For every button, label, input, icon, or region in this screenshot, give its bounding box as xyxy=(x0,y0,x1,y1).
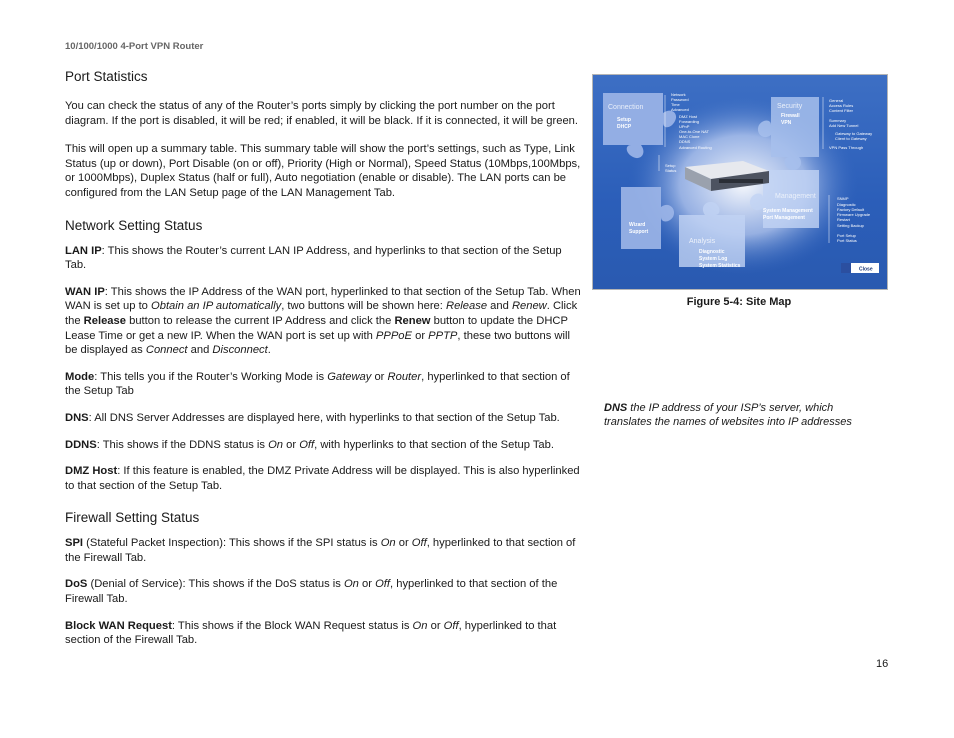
firewall-item-general: General xyxy=(829,98,844,103)
bwr-t3: , hyperlinked to that section of the Firewall Tab. xyxy=(65,619,557,647)
wan-ip-t1: : This shows the IP Address of the WAN port, hyperlinked to that section of the Setup Tab. When WAN is set up to xyxy=(65,285,581,313)
dns-text: : All DNS Server Addresses are displayed here, with hyperlinks to that section of the Setup Tab. xyxy=(88,411,560,424)
term-mode: Mode xyxy=(65,370,95,383)
term-lan-ip: LAN IP xyxy=(65,244,102,257)
wan-ip-t4: . Click the xyxy=(65,300,578,327)
vpn-item-g2g: Gateway to Gateway xyxy=(835,131,873,136)
sysmgmt-item-backup: Setting Backup xyxy=(837,223,864,228)
setup-item-one-to-one: One-to-One NAT xyxy=(679,129,709,134)
analysis-item-syslog: System Log xyxy=(699,256,728,262)
term-wan-ip: WAN IP xyxy=(65,285,105,298)
sysmgmt-item-firmware: Firmware Upgrade xyxy=(837,212,871,217)
term-dos: DoS xyxy=(65,578,88,591)
setup-item-time: Time xyxy=(671,102,680,107)
mode-i1: Gateway xyxy=(327,370,372,383)
sysmgmt-item-snmp: SNMP xyxy=(837,196,849,201)
sidebar-text: the IP address of your ISP’s server, which translates the names of websites into IP addresses xyxy=(604,402,852,428)
spi-t2: or xyxy=(395,537,412,550)
dos-i1: On xyxy=(343,578,359,591)
setup-item-adv-routing: Advanced Routing xyxy=(679,145,712,150)
wan-ip-i3: Renew xyxy=(511,300,547,313)
site-map-diagram xyxy=(593,75,887,289)
wan-ip-t3: and xyxy=(487,300,512,313)
ddns-t1: : This shows if the DDNS status is xyxy=(96,438,269,451)
dmz-text: : If this feature is enabled, the DMZ Private Address will be displayed. This is also hyperlinked to that section of the Setup Tab. xyxy=(65,465,580,492)
setup-item-forwarding: Forwarding xyxy=(679,119,700,124)
management-title: Management xyxy=(775,193,816,200)
wan-ip-i4: PPPoE xyxy=(375,329,412,342)
term-dns: DNS xyxy=(65,411,89,424)
ddns-t2: or xyxy=(283,438,300,451)
analysis-item-stats: System Statistics xyxy=(699,263,741,269)
firewall-item-content: Content Filter xyxy=(829,108,854,113)
linksys-logo-icon xyxy=(841,263,851,273)
sysmgmt-item-restart: Restart xyxy=(837,217,850,222)
bwr-i1: On xyxy=(412,619,428,632)
spi-para xyxy=(65,536,585,565)
dos-para xyxy=(65,577,585,606)
wizard-item-wizard: Wizard xyxy=(629,222,646,228)
setup-item-network: Network xyxy=(671,92,686,97)
mode-para xyxy=(65,370,585,399)
wan-ip-i1: Obtain an IP automatically xyxy=(151,300,282,313)
port-stats-para-1: You can check the status of any of the Router’s ports simply by clicking the port number on the port diagram. If the port is disabled, it will be red; if enabled, it will be black. If it is connected, it will be green. xyxy=(65,100,579,127)
dmz-para xyxy=(65,464,585,493)
site-map-figure xyxy=(592,74,888,290)
dos-t1: (Denial of Service): This shows if the DoS status is xyxy=(87,578,344,591)
portmgmt-item-status: Port Status xyxy=(837,238,857,243)
security-title: Security xyxy=(777,103,803,110)
connection-item-setup: Setup xyxy=(617,117,631,123)
wizard-item-support: Support xyxy=(629,229,649,235)
vpn-item-add-tunnel: Add New Tunnel xyxy=(829,123,859,128)
spi-t3: , hyperlinked to that section of the Firewall Tab. xyxy=(65,537,576,564)
vpn-item-summary: Summary xyxy=(829,118,847,123)
wan-ip-b1: Release xyxy=(83,314,126,327)
bwr-t2: or xyxy=(427,619,444,632)
wan-ip-b2: Renew xyxy=(394,314,431,327)
wan-ip-t9: and xyxy=(187,344,213,357)
bwr-i2: Off xyxy=(443,619,459,632)
management-item-system: System Management xyxy=(763,208,813,214)
ddns-i1: On xyxy=(268,438,284,451)
spi-t1: (Stateful Packet Inspection): This shows if the SPI status is xyxy=(83,537,381,550)
wan-ip-para xyxy=(65,285,585,358)
page-number: 16 xyxy=(876,658,889,670)
sidebar-note xyxy=(604,401,864,429)
figure-caption: Figure 5-4: Site Map xyxy=(686,296,792,308)
term-block-wan-request: Block WAN Request xyxy=(65,619,172,632)
setup-item-password: Password xyxy=(671,97,689,102)
wan-ip-t10: . xyxy=(267,344,271,357)
ddns-i2: Off xyxy=(299,438,315,451)
management-item-port: Port Management xyxy=(763,215,805,221)
spi-i2: Off xyxy=(411,537,427,550)
block-wan-para xyxy=(65,619,585,648)
connection-title: Connection xyxy=(608,104,644,111)
vpn-item-passthrough: VPN Pass Through xyxy=(829,145,864,150)
portmgmt-item-setup: Port Setup xyxy=(837,233,856,238)
wan-ip-t7: or xyxy=(412,329,429,342)
security-item-firewall: Firewall xyxy=(781,113,800,119)
sysmgmt-item-diagnostic: Diagnostic xyxy=(837,202,856,207)
spi-i1: On xyxy=(380,537,396,550)
analysis-title: Analysis xyxy=(689,238,716,245)
mode-t3: , hyperlinked to that section of the Setup Tab xyxy=(65,370,570,398)
term-spi: SPI xyxy=(65,537,84,550)
wan-ip-i2: Release xyxy=(446,300,488,313)
security-item-vpn: VPN xyxy=(781,120,792,126)
running-header: 10/100/1000 4-Port VPN Router xyxy=(65,41,204,52)
ddns-t3: , with hyperlinks to that section of the Setup Tab. xyxy=(314,438,554,451)
sysmgmt-item-factory: Factory Default xyxy=(837,207,865,212)
mode-t2: or xyxy=(371,370,388,383)
wan-ip-i5: PPTP xyxy=(428,329,458,342)
wan-ip-i7: Disconnect xyxy=(212,344,268,357)
wan-ip-i6: Connect xyxy=(145,344,188,357)
setup-item-dmz: DMZ Host xyxy=(679,114,697,119)
mode-i2: Router xyxy=(387,370,422,383)
dos-t3: , hyperlinked to that section of the Firewall Tab. xyxy=(65,578,558,606)
dhcp-item-setup: Setup xyxy=(665,163,676,168)
wan-ip-t5: button to release the current IP Address and click the xyxy=(125,314,395,327)
setup-item-mac-clone: MAC Clone xyxy=(679,134,700,139)
analysis-item-diagnostic: Diagnostic xyxy=(699,249,725,255)
heading-firewall-setting: Firewall Setting Status xyxy=(65,510,200,526)
heading-port-statistics: Port Statistics xyxy=(65,69,148,84)
dos-t2: or xyxy=(358,578,376,591)
dos-i2: Off xyxy=(375,578,390,591)
dns-para xyxy=(65,411,585,426)
ddns-para xyxy=(65,438,585,453)
heading-network-setting: Network Setting Status xyxy=(65,217,203,233)
wan-ip-t2: , two buttons will be shown here: xyxy=(281,300,446,313)
wan-ip-t8: , these two buttons will be displayed as xyxy=(65,329,570,357)
setup-item-upnp: UPnP xyxy=(679,124,690,129)
bwr-t1: : This shows if the Block WAN Request status is xyxy=(171,619,413,632)
sidebar-term-dns: DNS xyxy=(604,402,628,414)
lan-ip-text: : This shows the Router’s current LAN IP Address, and hyperlinks to that section of the Setup Tab. xyxy=(65,244,562,272)
term-ddns: DDNS xyxy=(65,438,97,451)
setup-item-advanced: Advanced xyxy=(671,107,689,112)
lan-ip-para xyxy=(65,244,585,273)
port-stats-para-2: This will open up a summary table. This summary table will show the port’s settings, such as Type, Link Status (up or down), Port Disable (on or off), Priority (High or Normal), Speed Status (10Mbps,100Mbps, or 1000Mbps), Duplex Status (half or full), Auto negotiation (enable or disable). The LAN ports can be configured from the LAN Setup page of the LAN Management Tab. xyxy=(65,143,581,199)
setup-item-ddns: DDNS xyxy=(679,139,691,144)
firewall-item-access: Access Rules xyxy=(829,103,854,108)
main-column xyxy=(65,68,585,648)
mode-t1: : This tells you if the Router’s Working Mode is xyxy=(94,370,328,383)
term-dmz-host: DMZ Host xyxy=(65,465,118,478)
dhcp-item-status: Status xyxy=(665,168,677,173)
close-button[interactable]: Close xyxy=(859,266,873,273)
connection-item-dhcp: DHCP xyxy=(617,124,632,130)
vpn-item-c2g: Client to Gateway xyxy=(835,136,867,141)
wan-ip-t6: button to update the DHCP Lease Time or get a new IP. When the WAN port is set up with xyxy=(65,314,568,342)
